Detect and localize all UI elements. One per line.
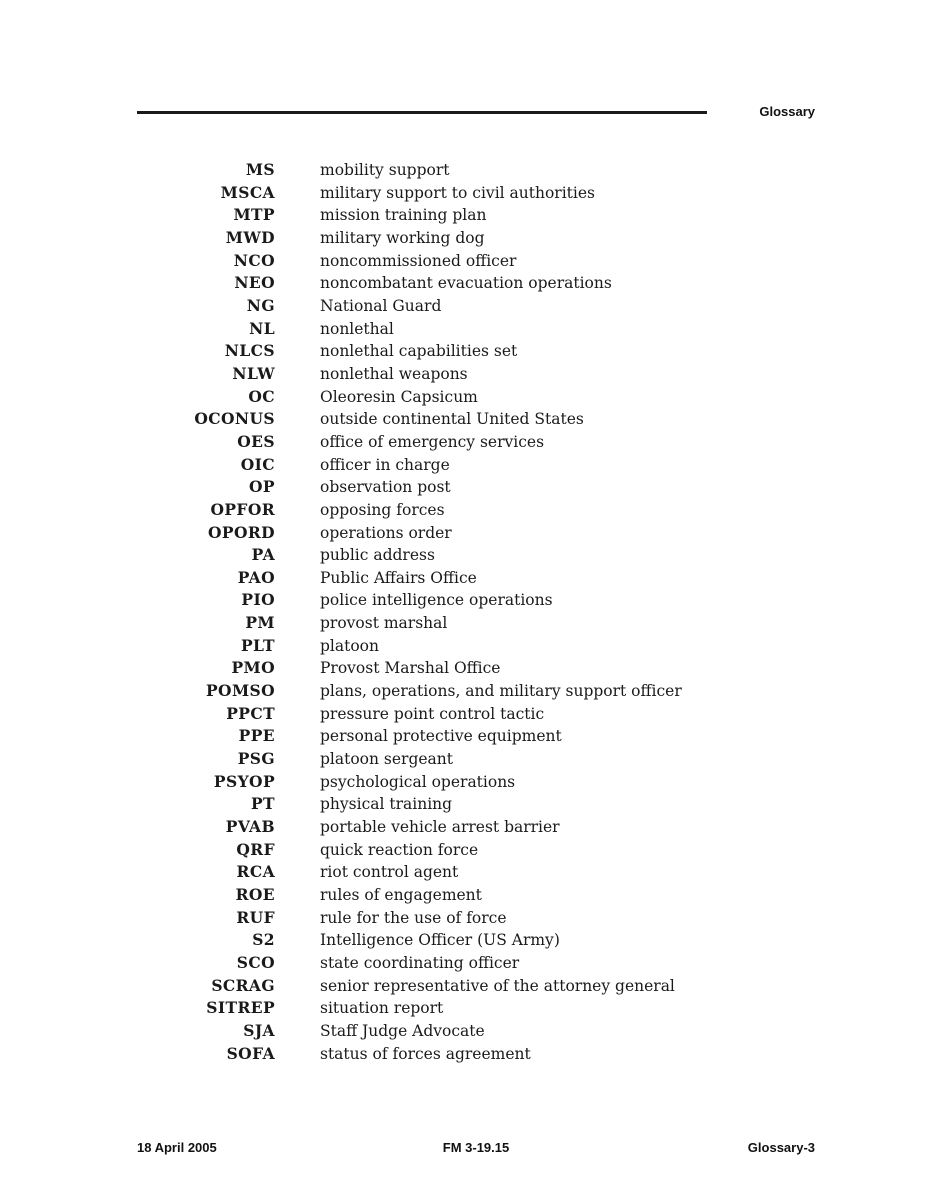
- entry-abbreviation: MSCA: [220, 182, 275, 202]
- page-footer: [137, 1140, 815, 1155]
- entry-definition: personal protective equipment: [320, 727, 562, 746]
- entry-abbreviation: PLT: [240, 635, 275, 655]
- glossary-entry: [137, 635, 682, 658]
- entry-abbreviation: MWD: [225, 227, 275, 247]
- entry-definition: platoon sergeant: [320, 750, 454, 769]
- header-title: Glossary: [759, 104, 815, 119]
- entry-definition: officer in charge: [320, 455, 450, 474]
- glossary-entry: [137, 408, 682, 431]
- entry-abbreviation: OCONUS: [194, 409, 275, 429]
- entry-definition: senior representative of the attorney general: [320, 976, 675, 995]
- entry-definition: Staff Judge Advocate: [320, 1021, 485, 1040]
- entry-definition: operations order: [320, 523, 452, 542]
- entry-abbreviation: QRF: [236, 839, 275, 859]
- glossary-entry: [137, 363, 682, 386]
- glossary-entry: [137, 340, 682, 363]
- entry-abbreviation: NLCS: [224, 341, 275, 361]
- glossary-entry: [137, 680, 682, 703]
- entry-definition: status of forces agreement: [320, 1044, 531, 1063]
- entry-abbreviation: PA: [251, 545, 275, 565]
- glossary-entry: [137, 250, 682, 273]
- entry-definition: rule for the use of force: [320, 908, 507, 927]
- entry-abbreviation: SITREP: [206, 998, 275, 1018]
- entry-abbreviation: OPFOR: [210, 499, 275, 519]
- entry-abbreviation: SCRAG: [211, 975, 275, 995]
- glossary-entry: [137, 522, 682, 545]
- entry-definition: mission training plan: [320, 206, 487, 225]
- glossary-entry: [137, 748, 682, 771]
- entry-abbreviation: PT: [251, 794, 275, 814]
- glossary-entry: [137, 431, 682, 454]
- glossary-entry: [137, 657, 682, 680]
- entry-definition: pressure point control tactic: [320, 704, 545, 723]
- glossary-entry: [137, 952, 682, 975]
- entry-abbreviation: PM: [245, 613, 275, 633]
- entry-definition: mobility support: [320, 161, 450, 179]
- entry-definition: office of emergency services: [320, 432, 545, 451]
- glossary-entry: [137, 499, 682, 522]
- entry-definition: nonlethal weapons: [320, 364, 468, 383]
- glossary-entry: [137, 861, 682, 884]
- glossary-entry: [137, 272, 682, 295]
- entry-definition: platoon: [320, 636, 379, 655]
- glossary-entry: [137, 386, 682, 409]
- entry-abbreviation: PPE: [238, 726, 275, 746]
- glossary-entry: [137, 839, 682, 862]
- entry-abbreviation: PMO: [231, 658, 275, 678]
- entry-abbreviation: RCA: [236, 862, 275, 882]
- entry-definition: psychological operations: [320, 772, 516, 791]
- glossary-list: [137, 159, 682, 1065]
- entry-definition: nonlethal capabilities set: [320, 342, 518, 361]
- entry-abbreviation: MTP: [233, 205, 275, 225]
- entry-abbreviation: OC: [248, 386, 275, 406]
- entry-definition: nonlethal: [320, 319, 394, 338]
- glossary-entry: [137, 1020, 682, 1043]
- entry-abbreviation: SJA: [243, 1020, 275, 1040]
- glossary-entry: [137, 907, 682, 930]
- entry-definition: Oleoresin Capsicum: [320, 387, 478, 406]
- glossary-entry: [137, 295, 682, 318]
- entry-definition: public address: [320, 546, 435, 565]
- glossary-entry: [137, 725, 682, 748]
- entry-definition: National Guard: [320, 296, 442, 315]
- glossary-entry: [137, 476, 682, 499]
- entry-abbreviation: PAO: [237, 567, 275, 587]
- glossary-entry: [137, 816, 682, 839]
- entry-definition: Provost Marshal Office: [320, 659, 501, 678]
- glossary-entry: [137, 929, 682, 952]
- glossary-entry: [137, 182, 682, 205]
- entry-abbreviation: PVAB: [225, 817, 275, 837]
- entry-definition: military support to civil authorities: [320, 183, 595, 202]
- entry-definition: police intelligence operations: [320, 591, 553, 610]
- entry-definition: situation report: [320, 999, 444, 1018]
- entry-definition: riot control agent: [320, 863, 459, 882]
- glossary-entry: [137, 589, 682, 612]
- entry-abbreviation: NEO: [234, 273, 275, 293]
- entry-definition: portable vehicle arrest barrier: [320, 818, 560, 837]
- entry-abbreviation: RUF: [236, 907, 275, 927]
- glossary-entry: [137, 544, 682, 567]
- entry-definition: state coordinating officer: [320, 953, 520, 972]
- entry-abbreviation: SCO: [236, 952, 275, 972]
- glossary-entry: [137, 227, 682, 250]
- entry-definition: physical training: [320, 795, 453, 814]
- entry-definition: noncommissioned officer: [320, 251, 517, 270]
- entry-abbreviation: SOFA: [226, 1043, 275, 1063]
- entry-abbreviation: NCO: [233, 250, 275, 270]
- entry-abbreviation: MS: [245, 160, 275, 179]
- glossary-entry: [137, 1043, 682, 1066]
- glossary-entry: [137, 793, 682, 816]
- glossary-entry: [137, 975, 682, 998]
- footer-date: 18 April 2005: [137, 1140, 217, 1155]
- glossary-entry: [137, 997, 682, 1020]
- entry-abbreviation: PSG: [237, 749, 275, 769]
- entry-abbreviation: OES: [237, 431, 275, 451]
- glossary-entry: [137, 318, 682, 341]
- entry-definition: rules of engagement: [320, 886, 482, 904]
- entry-abbreviation: NLW: [232, 363, 275, 383]
- entry-definition: observation post: [320, 478, 451, 497]
- entry-definition: opposing forces: [320, 500, 445, 519]
- entry-abbreviation: PIO: [241, 590, 275, 610]
- entry-definition: plans, operations, and military support officer: [320, 682, 682, 701]
- entry-definition: military working dog: [320, 228, 485, 247]
- entry-definition: quick reaction force: [320, 840, 479, 859]
- entry-abbreviation: ROE: [235, 885, 275, 904]
- entry-definition: Intelligence Officer (US Army): [320, 931, 560, 950]
- entry-abbreviation: POMSO: [205, 681, 275, 701]
- glossary-entry: [137, 884, 682, 907]
- glossary-entry: [137, 159, 682, 182]
- footer-page-label: Glossary-3: [747, 1140, 815, 1155]
- entry-definition: Public Affairs Office: [320, 568, 477, 587]
- glossary-entry: [137, 204, 682, 227]
- entry-abbreviation: OP: [249, 477, 275, 497]
- entry-abbreviation: OPORD: [208, 522, 275, 542]
- entry-abbreviation: PPCT: [226, 703, 275, 723]
- entry-abbreviation: PSYOP: [213, 771, 275, 791]
- glossary-entry: [137, 567, 682, 590]
- entry-abbreviation: S2: [252, 930, 275, 950]
- glossary-entry: [137, 771, 682, 794]
- entry-abbreviation: NG: [246, 295, 275, 315]
- entry-definition: provost marshal: [320, 614, 448, 633]
- entry-abbreviation: OIC: [240, 454, 275, 474]
- footer-doc-number: FM 3-19.15: [442, 1140, 510, 1155]
- glossary-entry: [137, 703, 682, 726]
- glossary-entry: [137, 454, 682, 477]
- entry-abbreviation: NL: [249, 318, 275, 338]
- glossary-entry: [137, 612, 682, 635]
- entry-definition: outside continental United States: [320, 410, 584, 429]
- entry-definition: noncombatant evacuation operations: [320, 274, 612, 293]
